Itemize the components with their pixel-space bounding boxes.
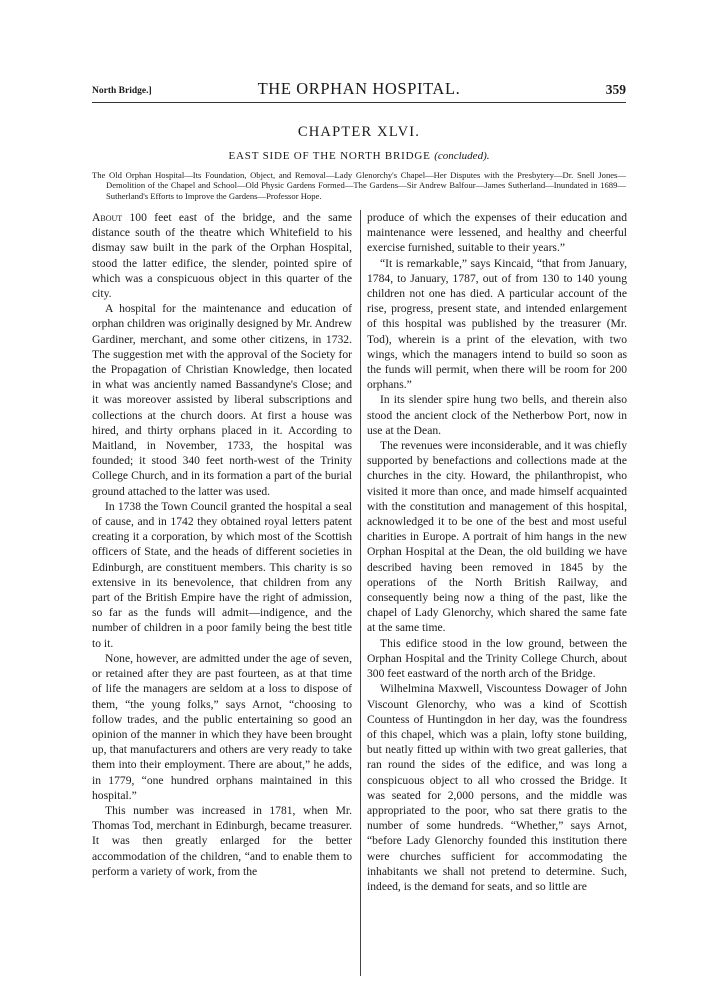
right-column (367, 210, 627, 978)
left-column (92, 210, 352, 978)
page-number: 359 (605, 82, 626, 97)
paragraph (92, 210, 352, 301)
chapter-summary-text: The Old Orphan Hospital—Its Foundation, Object, and Removal—Lady Glenorchy's Chapel—Her Disputes with the Presbytery—Dr. Snell Jones—Demolition of the Chapel and School—Old Physic Gardens Formed—The Gardens—Sir Andrew Balfour—James Sutherland—Inundated in 1689—Sutherland's Efforts to Improve the Gardens—Professor Hope. (92, 170, 626, 201)
chapter-subtitle-text: EAST SIDE OF THE NORTH BRIDGE (228, 150, 431, 162)
paragraph: This edifice stood in the low ground, between the Orphan Hospital and the Trinity College Church, about 300 feet eastward of the north arch of the Bridge. (367, 636, 627, 681)
paragraph: None, however, are admitted under the age of seven, or retained after they are past fourteen, as at that time of life the managers are seldom at a loss to dispose of them, “the young folks,” says Arnot, “choosing to follow trades, and the public entertaining so good an opinion of the manner in which they have been brought up, that manufacturers and others are very ready to take them into their employment. There are about,” he adds, in 1779, “one hundred orphans maintained in this hospital.” (92, 651, 352, 802)
paragraph: “It is remarkable,” says Kincaid, “that from January, 1784, to January, 1787, out of from 130 to 140 young children not one has died. A particular account of the rise, progress, present state, and intended enlargement of this hospital was published by the treasurer (Mr. Tod), wherein is a print of the elevation, with two wings, which the managers intend to build so soon as the funds will permit, when there will be room for 200 orphans.” (367, 256, 627, 392)
paragraph: Wilhelmina Maxwell, Viscountess Dowager of John Viscount Glenorchy, who was a kind of Scottish Countess of Huntingdon in her day, was the foundress of this chapel, which was a plain, lofty stone building, but neatly fitted up within with two great galleries, that ran round the sides of the edifice, and was long a conspicuous object to all who crossed the Bridge. It was seated for 2,000 persons, and the middle was appropriated to the poor, who sat there gratis to the number of some hundreds. “Whether,” says Arnot, “before Lady Glenorchy founded this institution there were churches sufficient for accommodating the inhabitants we shall not pretend to determine. Such, indeed, is the demand for seats, and so little are (367, 682, 627, 893)
header-section-label: North Bridge.] (92, 86, 152, 96)
chapter-summary (92, 170, 626, 201)
running-header (92, 78, 626, 103)
paragraph-text: 100 feet east of the bridge, and the same distance south of the theatre which Whitefield to his dismay saw built in the park of the Orphan Hospital, stood the latter edifice, the slender, pointed spire of which was a conspicuous object in this quarter of the city. (92, 211, 352, 301)
paragraph: The revenues were inconsiderable, and it was chiefly supported by benefactions and collections made at the churches in the city. Howard, the philanthropist, who visited it more than once, and made himself acquainted with the constitution and management of this hospital, acknowledged it to be one of the best and most useful charities in Europe. A portrait of him hangs in the new Orphan Hospital at the Dean, the old building we have described having been removed in 1845 by the operations of the North British Railway, and consequently being now a thing of the past, like the chapel of Lady Glenorchy, which shared the same fate at the same time. (367, 439, 627, 635)
paragraph: In 1738 the Town Council granted the hospital a seal of cause, and in 1742 they obtained royal letters patent creating it a corporation, by which most of the Scottish officers of State, and the heads of different societies in Edinburgh, are constituent members. This charity is so extensive in its benevolence, that children from any part of the British Empire have the right of admission, so far as the funds will admit—indigence, and the number of children in a poor family being the best title to it. (92, 499, 352, 650)
paragraph: In its slender spire hung two bells, and therein also stood the ancient clock of the Netherbow Port, now in use at the Dean. (367, 393, 627, 437)
column-divider (360, 210, 361, 976)
header-title: THE ORPHAN HOSPITAL. (257, 79, 461, 98)
chapter-subtitle (92, 150, 626, 162)
chapter-title: CHAPTER XLVI. (297, 124, 421, 140)
paragraph: This number was increased in 1781, when Mr. Thomas Tod, merchant in Edinburgh, became treasurer. It was then greatly enlarged for the better accommodation of the children, “and to enable them to perform a variety of work, from the (92, 803, 352, 878)
paragraph-lead-word: About (92, 211, 123, 224)
chapter-subtitle-note: (concluded). (434, 150, 490, 162)
paragraph: produce of which the expenses of their education and maintenance were lessened, and healthy and cheerful exercise furnished, suitable to their years.” (367, 211, 627, 255)
paragraph: A hospital for the maintenance and education of orphan children was originally designed by Mr. Andrew Gardiner, merchant, and some other citizens, in 1732. The suggestion met with the approval of the Society for the Propagation of Christian Knowledge, then located in what was anciently named Bassandyne's Close; and it was moreover assisted by liberal subscriptions and collections at the church doors. At first a house was hired, and thirty orphans placed in it. According to Maitland, in November, 1733, the hospital was founded; it stood 340 feet north-west of the Trinity College Church, and in its formation a part of the burial ground attached to the latter was used. (92, 302, 352, 498)
